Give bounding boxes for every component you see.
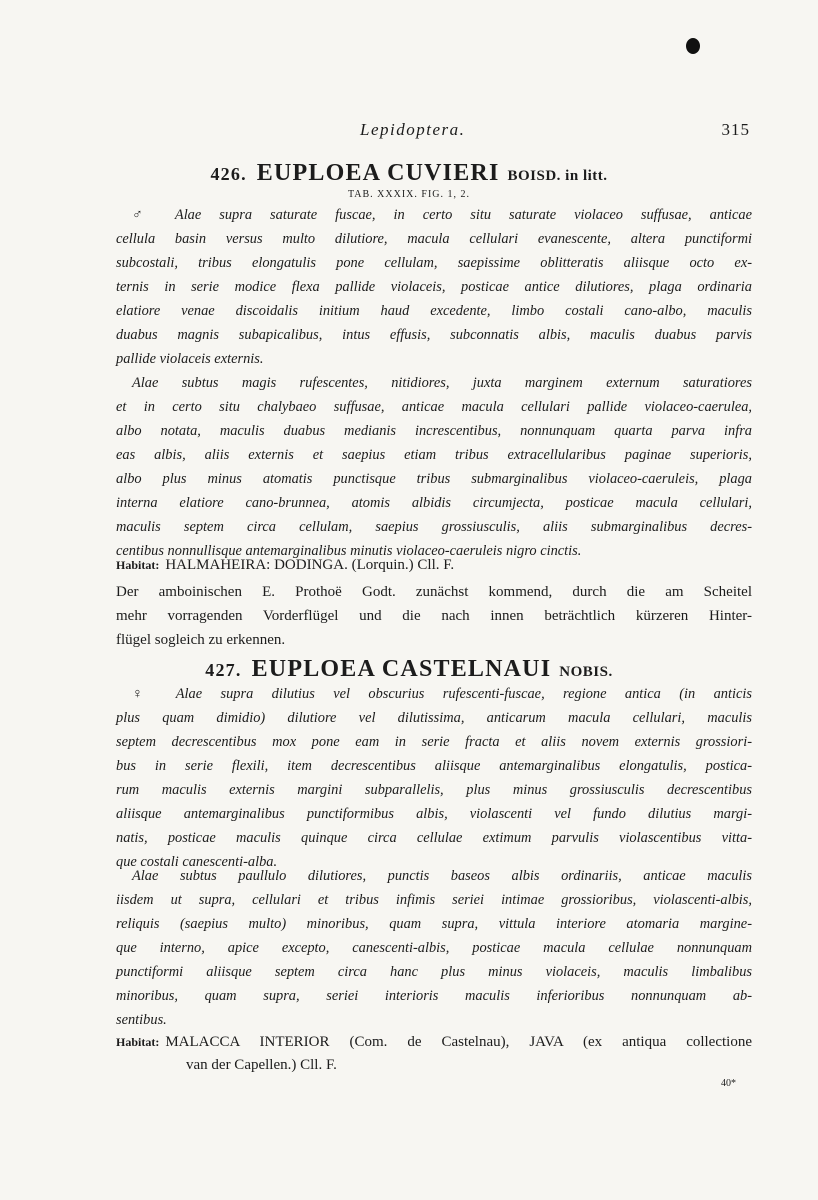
- habitat-text: HALMAHEIRA: DODINGA. (Lorquin.) Cll. F.: [165, 557, 455, 573]
- ink-speck: [686, 38, 700, 54]
- plate-reference: TAB. XXXIX. FIG. 1, 2.: [347, 189, 471, 200]
- species-authority: BOISD. in litt.: [507, 168, 608, 184]
- note-line: Der amboinischen E. Prothoë Godt. zunächst kommend, durch die am Scheitel: [116, 584, 752, 600]
- page-header: [0, 120, 818, 144]
- text-line: rum maculis externis margini subparallelis, plus minus grossiusculis decrescentibus: [116, 782, 752, 798]
- signature-mark: 40*: [721, 1078, 736, 1089]
- species-427-habitat: [116, 1030, 752, 1054]
- text-line: albo plus minus atomatis punctisque tribus submarginalibus violaceo-caeruleis, plaga: [116, 471, 752, 487]
- text-line: elatiore venae discoidalis initium haud excedente, limbo costali cano-albo, maculis: [116, 303, 752, 319]
- species-name: EUPLOEA CUVIERI: [256, 160, 500, 186]
- text-line: Alae subtus paullulo dilutiores, punctis baseos albis ordinariis, anticae maculis: [132, 868, 752, 884]
- habitat-continuation: van der Capellen.) Cll. F.: [186, 1057, 337, 1073]
- text-line: sentibus.: [116, 1012, 167, 1028]
- text-line: aliisque antemarginalibus punctiformibus albis, violascenti vel fundo dilutius margi-: [116, 806, 752, 822]
- text-line: albo notata, maculis duabus medianis increscentibus, nonnunquam quarta parva infra: [116, 423, 752, 439]
- text-line: iisdem ut supra, cellulari et tribus infimis seriei intimae grossioribus, violascenti-albis,: [116, 892, 752, 908]
- text-line: ♂ Alae supra saturate fuscae, in certo situ saturate violaceo suffusae, anticae: [132, 207, 752, 223]
- species-426-habitat: [116, 553, 454, 577]
- habitat-text: MALACCA INTERIOR (Com. de Castelnau), JAVA (ex antiqua collectione: [165, 1034, 752, 1050]
- species-name: EUPLOEA CASTELNAUI: [251, 656, 552, 682]
- text-line: natis, posticae maculis quinque circa cellulae extimum parvulis violascentibus vitta-: [116, 830, 752, 846]
- text-line: que interno, apice excepto, canescenti-albis, posticae macula cellulae nonnunquam: [116, 940, 752, 956]
- text-line: punctiformi aliisque septem circa hanc plus minus violaceis, maculis limbalibus: [116, 964, 752, 980]
- note-line: flügel sogleich zu erkennen.: [116, 632, 286, 648]
- running-title: Lepidoptera.: [360, 120, 466, 139]
- text-line: cellula basin versus multo dilutiore, macula cellulari evanescente, altera punctiformi: [116, 231, 752, 247]
- text-line: minoribus, quam supra, seriei interioris maculis inferioribus nonnunquam ab-: [116, 988, 752, 1004]
- note-line: mehr vorragenden Vorderflügel und die nach innen beträchtlich kürzeren Hinter-: [116, 608, 752, 624]
- text-line: bus in serie flexili, item decrescentibus aliisque antemarginalibus elongatulis, postica-: [116, 758, 752, 774]
- text-line: septem decrescentibus mox pone eam in serie fracta et aliis novem externis grossiori-: [116, 734, 752, 750]
- species-426-heading: [0, 160, 818, 187]
- text-line: duabus magnis subapicalibus, intus effusis, subconnatis albis, maculis duabus parvis: [116, 327, 752, 343]
- species-number: 427.: [205, 660, 242, 680]
- species-number: 426.: [210, 164, 247, 184]
- species-authority: NOBIS.: [559, 664, 613, 680]
- species-427-heading: [0, 656, 818, 683]
- text-line: ternis in serie modice flexa pallide violaceis, posticae antice dilutiores, plaga ordinaria: [116, 279, 752, 295]
- text-line: Alae subtus magis rufescentes, nitidiores, juxta marginem externum saturatiores: [132, 375, 752, 391]
- text-line: centibus nonnullisque antemarginalibus minutis violaceo-caeruleis nigro cinctis.: [116, 543, 582, 559]
- text-line: reliquis (saepius multo) minoribus, quam supra, vittula interiore atomaria margine-: [116, 916, 752, 932]
- text-line: et in certo situ chalybaeo suffusae, anticae macula cellulari pallide violaceo-caerulea,: [116, 399, 752, 415]
- page-number: 315: [721, 120, 750, 139]
- text-line: que costali canescenti-alba.: [116, 854, 278, 870]
- habitat-label: Habitat:: [116, 558, 160, 572]
- text-line: eas albis, aliis externis et saepius etiam tribus extracellularibus paginae superioris,: [116, 447, 752, 463]
- text-line: subcostali, tribus elongatulis pone cellulam, saepissime oblitteratis aliisque octo ex-: [116, 255, 752, 271]
- text-line: interna elatiore cano-brunnea, atomis albidis circumjecta, posticae macula cellulari,: [116, 495, 752, 511]
- text-line: maculis septem circa cellulam, saepius grossiusculis, aliis submarginalibus decres-: [116, 519, 752, 535]
- habitat-label: Habitat:: [116, 1035, 160, 1049]
- text-line: pallide violaceis externis.: [116, 351, 264, 367]
- text-line: plus quam dimidio) dilutiore vel dilutissima, anticarum macula cellulari, maculis: [116, 710, 752, 726]
- text-line: ♀ Alae supra dilutius vel obscurius rufescenti-fuscae, regione antica (in anticis: [132, 686, 752, 702]
